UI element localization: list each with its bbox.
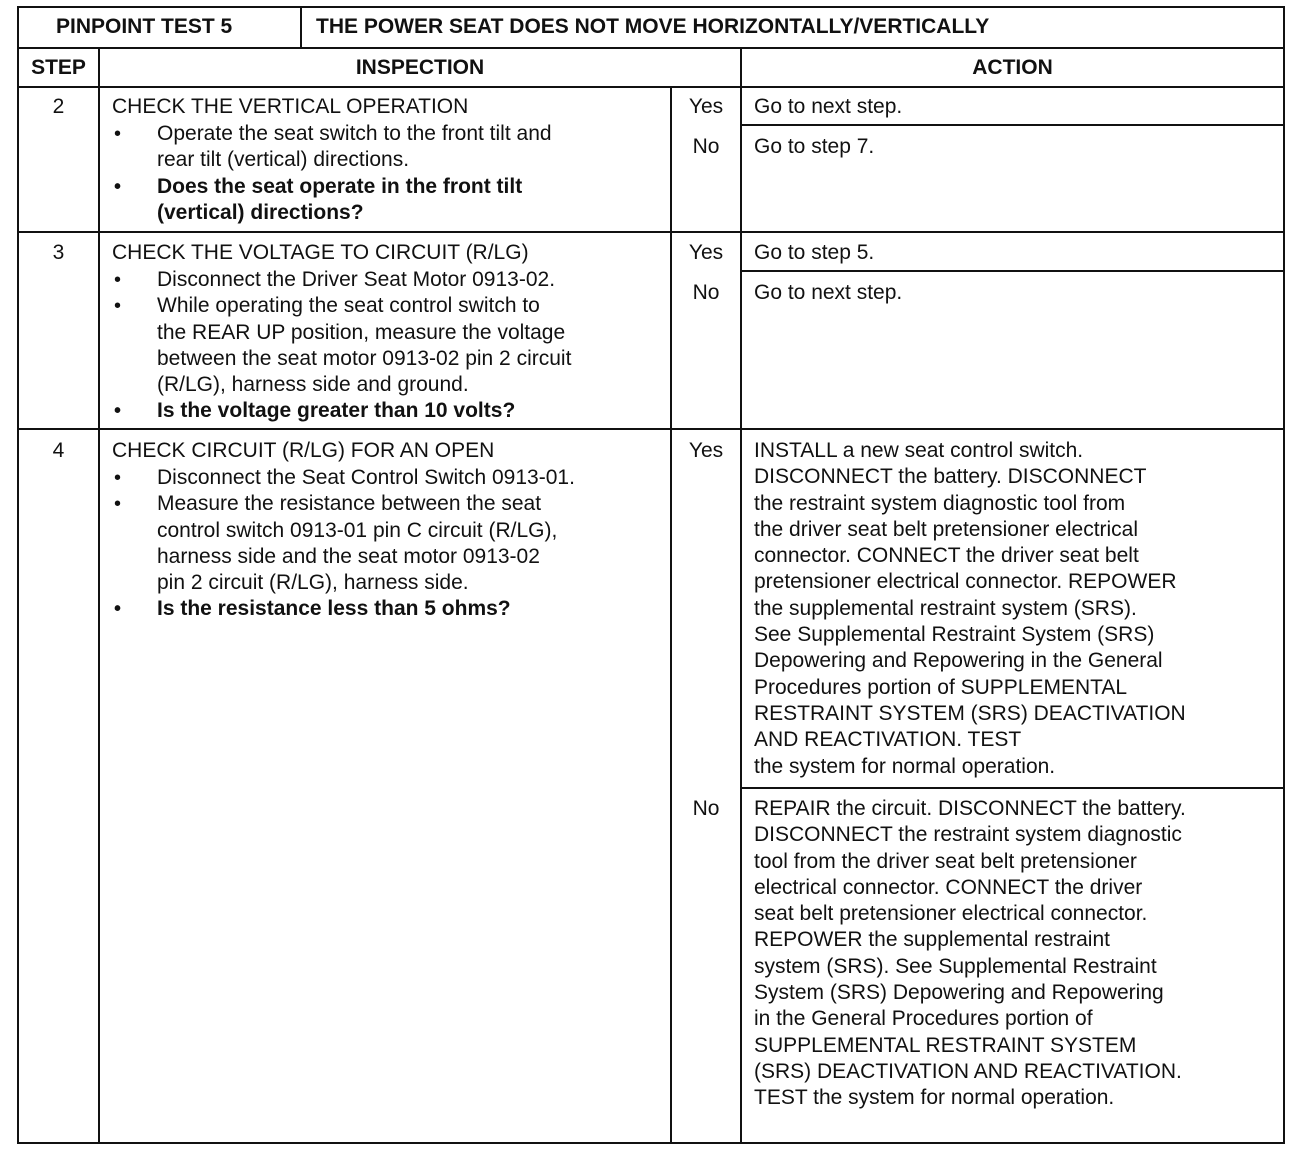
test-title: THE POWER SEAT DOES NOT MOVE HORIZONTALLY/VERTICALLY	[316, 15, 990, 38]
rule-below-step3	[17, 428, 1285, 430]
bullet-question: • Is the resistance less than 5 ohms?	[112, 596, 575, 622]
step-title: CHECK THE VERTICAL OPERATION	[112, 95, 469, 118]
bullet-question: • Is the voltage greater than 10 volts?	[112, 398, 571, 424]
no-action: Go to next step.	[754, 281, 903, 304]
bullet-item: • Operate the seat switch to the front tilt and rear tilt (vertical) directions.	[112, 121, 552, 174]
yes-action: Go to next step.	[754, 95, 903, 118]
step-title: CHECK THE VOLTAGE TO CIRCUIT (R/LG)	[112, 241, 529, 264]
step-title: CHECK CIRCUIT (R/LG) FOR AN OPEN	[112, 439, 495, 462]
rule-step4-yes	[740, 787, 1285, 789]
no-label: No	[692, 797, 720, 820]
bullet-item: • While operating the seat control switch to the REAR UP position, measure the voltage between the seat motor 0913-02 pin 2 circuit (R/LG), harness side and ground.	[112, 293, 571, 398]
step-number: 4	[52, 439, 65, 462]
no-label: No	[692, 281, 720, 304]
rule-below-step2	[17, 231, 1285, 233]
step-number: 3	[52, 241, 65, 264]
yes-action: INSTALL a new seat control switch. DISCONNECT the battery. DISCONNECT the restraint system diagnostic tool from the driver seat belt pretensioner electrical connector. CONNECT the driver seat belt pretensioner electrical connector. REPOWER the supplemental restraint system (SRS). See Supplemental Restraint System (SRS) Depowering and Repowering in the General Procedures portion of SUPPLEMENTAL RESTRAINT SYSTEM (SRS) DEACTIVATION AND REACTIVATION. TEST the system for normal operation.	[754, 439, 1186, 778]
rule-step-column	[98, 47, 100, 1144]
no-action: Go to step 7.	[754, 135, 875, 158]
bullet-item: • Measure the resistance between the seat control switch 0913-01 pin C circuit (R/LG), harness side and the seat motor 0913-02 pin 2 circuit (R/LG), harness side.	[112, 491, 575, 596]
no-label: No	[692, 135, 720, 158]
step-number: 2	[52, 95, 65, 118]
yes-label: Yes	[688, 95, 724, 118]
step-bullet-list	[112, 465, 575, 623]
rule-action-column	[740, 47, 742, 1144]
yes-label: Yes	[688, 241, 724, 264]
yes-action: Go to step 5.	[754, 241, 875, 264]
bullet-question: • Does the seat operate in the front tilt (vertical) directions?	[112, 174, 552, 227]
no-action: REPAIR the circuit. DISCONNECT the battery. DISCONNECT the restraint system diagnostic tool from the driver seat belt pretensioner electrical connector. CONNECT the driver seat belt pretensioner electrical connector. REPOWER the supplemental restraint system (SRS). See Supplemental Restraint System (SRS) Depowering and Repowering in the General Procedures portion of SUPPLEMENTAL RESTRAINT SYSTEM (SRS) DEACTIVATION AND REACTIVATION. TEST the system for normal operation.	[754, 797, 1186, 1110]
step-bullet-list	[112, 267, 571, 425]
bullet-item: • Disconnect the Seat Control Switch 0913-01.	[112, 465, 575, 491]
rule-step3-yes	[740, 270, 1285, 272]
test-label: PINPOINT TEST 5	[56, 15, 233, 38]
rule-title-divider	[300, 6, 302, 48]
yes-label: Yes	[688, 439, 724, 462]
rule-below-headers	[17, 86, 1285, 88]
column-header-action: ACTION	[972, 56, 1053, 79]
bullet-item: • Disconnect the Driver Seat Motor 0913-02.	[112, 267, 571, 293]
step-bullet-list	[112, 121, 552, 226]
rule-step2-yes	[740, 124, 1285, 126]
column-header-inspection: INSPECTION	[355, 56, 485, 79]
column-header-step: STEP	[31, 56, 86, 79]
rule-below-title	[17, 47, 1285, 49]
